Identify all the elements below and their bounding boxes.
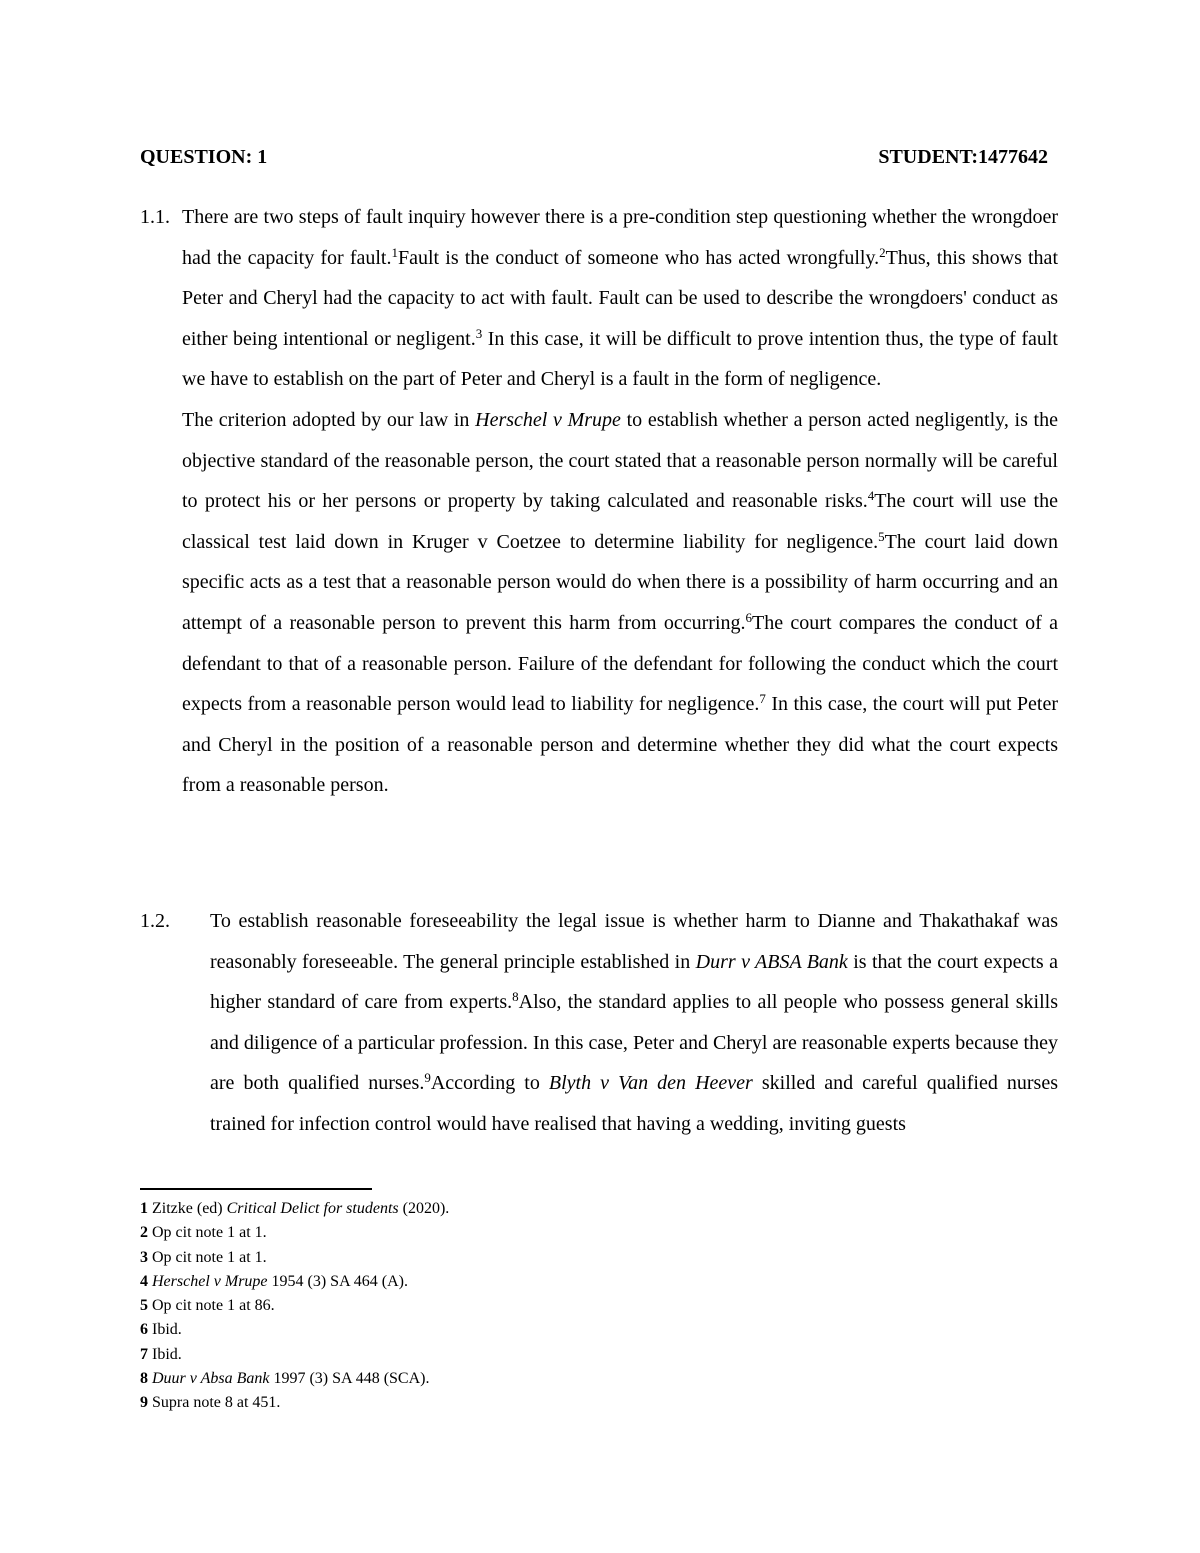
page-header [140, 142, 1048, 172]
footnote-text: Zitzke (ed) [148, 1200, 227, 1217]
footnote-ref: 2 [879, 244, 886, 260]
footnote [140, 1367, 1048, 1391]
item-body [182, 197, 1058, 806]
footnote-number: 9 [140, 1394, 148, 1412]
text-run: The court will use the classical test laid down in Kruger v Coetzee to determine liability for negligence. [182, 490, 1058, 553]
footnote-ref: 4 [867, 488, 875, 504]
footnote-number: 1 [140, 1200, 148, 1217]
item-number: 1.1. [140, 206, 170, 228]
footnote-text: Op cit note 1 at 86. [148, 1297, 275, 1315]
text-run: is that the court expects a higher standard of care from experts. [210, 950, 1058, 1014]
text-run: In this case, it will be difficult to prove intention thus, the type of fault we have to establish on the part of Peter and Cheryl is a fault in the form of negligence. [182, 327, 1058, 391]
footnote [140, 1318, 1048, 1342]
footnote [140, 1343, 1048, 1367]
case-name: Blyth v Van den Heever [548, 1072, 753, 1095]
footnote [140, 1391, 1048, 1415]
text-run: In this case, the court will put Peter and Cheryl in the position of a reasonable person and determine whether they did what the court expects from a reasonable person. [182, 693, 1058, 797]
question-label: QUESTION: 1 [140, 146, 268, 168]
footnote [140, 1221, 1048, 1245]
footnote-text: 1997 (3) SA 448 (SCA). [269, 1370, 430, 1388]
case-name: Durr v ABSA Bank [695, 950, 848, 973]
student-label: STUDENT:1477642 [878, 146, 1048, 168]
footnote-text: (2020). [398, 1200, 450, 1217]
case-name: Herschel v Mrupe [475, 408, 621, 431]
item-1-2 [140, 901, 1058, 1145]
text-run: To establish reasonable foreseeability the legal issue is whether harm to Dianne and Thakathakaf was reasonably foreseeable. The general principle established in [210, 910, 1058, 973]
item-body [210, 901, 1058, 1145]
text-run: Thus, this shows that Peter and Cheryl had the capacity to act with fault. Fault can be used to describe the wrongdoers' conduct as either being intentional or negligent. [182, 246, 1058, 350]
footnote-ref: 7 [759, 691, 766, 707]
footnote-number: 6 [140, 1321, 148, 1339]
text-run: The court laid down specific acts as a test that a reasonable person would do when there is a possibility of harm occurring and an attempt of a reasonable person to prevent this harm from occurring. [182, 530, 1059, 634]
footnote-ref: 5 [878, 528, 885, 544]
footnote-number: 8 [140, 1370, 148, 1388]
footnote-ref: 9 [424, 1070, 431, 1086]
text-run: Fault is the conduct of someone who has acted wrongfully. [398, 246, 880, 269]
footnote-number: 5 [140, 1297, 148, 1315]
footnote [140, 1270, 1048, 1294]
footnote-text: Op cit note 1 at 1. [148, 1248, 267, 1266]
footnote-text: Op cit note 1 at 1. [148, 1224, 267, 1242]
text-run: The court compares the conduct of a defendant to that of a reasonable person. Failure of the defendant for following the conduct which the court expects from a reasonable person would lead to liability for negligence. [182, 611, 1058, 716]
footnote-number: 4 [140, 1272, 148, 1290]
footnote-text: 1954 (3) SA 464 (A). [267, 1272, 408, 1290]
footnote-ref: 1 [391, 244, 398, 260]
paragraph [182, 197, 1058, 400]
footnote-ref: 3 [475, 325, 483, 341]
footnote-text: Supra note 8 at 451. [148, 1394, 281, 1412]
footnote-number: 7 [140, 1345, 148, 1363]
text-run: There are two steps of fault inquiry however there is a pre-condition step questioning whether the wrongdoer had the capacity for fault. [182, 206, 1058, 269]
text-run: According to [430, 1072, 549, 1095]
footnote-text: Ibid. [148, 1345, 182, 1363]
footnote [140, 1246, 1048, 1270]
paragraph [182, 400, 1058, 806]
item-1-1 [140, 197, 1058, 806]
case-name: Duur v Absa Bank [152, 1370, 270, 1388]
text-run: to establish whether a person acted negligently, is the objective standard of the reasonable person, the court stated that a reasonable person normally will be careful to protect his or her persons or property by taking calculated and reasonable risks. [182, 408, 1058, 513]
footnote-separator [140, 1188, 372, 1190]
case-name: Critical Delict for students [226, 1200, 399, 1217]
paragraph [210, 901, 1058, 1145]
footnote [140, 1197, 1048, 1221]
text-run: skilled and careful qualified nurses trained for infection control would have realised that having a wedding, inviting guests [210, 1072, 1058, 1135]
text-run: Also, the standard applies to all people who possess general skills and diligence of a particular profession. In this case, Peter and Cheryl are reasonable experts because they are both qualified nurses. [210, 991, 1059, 1095]
case-name: Herschel v Mrupe [152, 1272, 268, 1290]
footnote-ref: 8 [512, 989, 519, 1005]
footnote-number: 3 [140, 1248, 148, 1266]
footnote [140, 1294, 1048, 1318]
footnote-text: Ibid. [148, 1321, 182, 1339]
footnote-ref: 6 [745, 609, 753, 625]
footnote-number: 2 [140, 1224, 148, 1242]
item-number: 1.2. [140, 910, 170, 932]
text-run: The criterion adopted by our law in [182, 408, 476, 431]
footnotes [140, 1197, 1048, 1416]
